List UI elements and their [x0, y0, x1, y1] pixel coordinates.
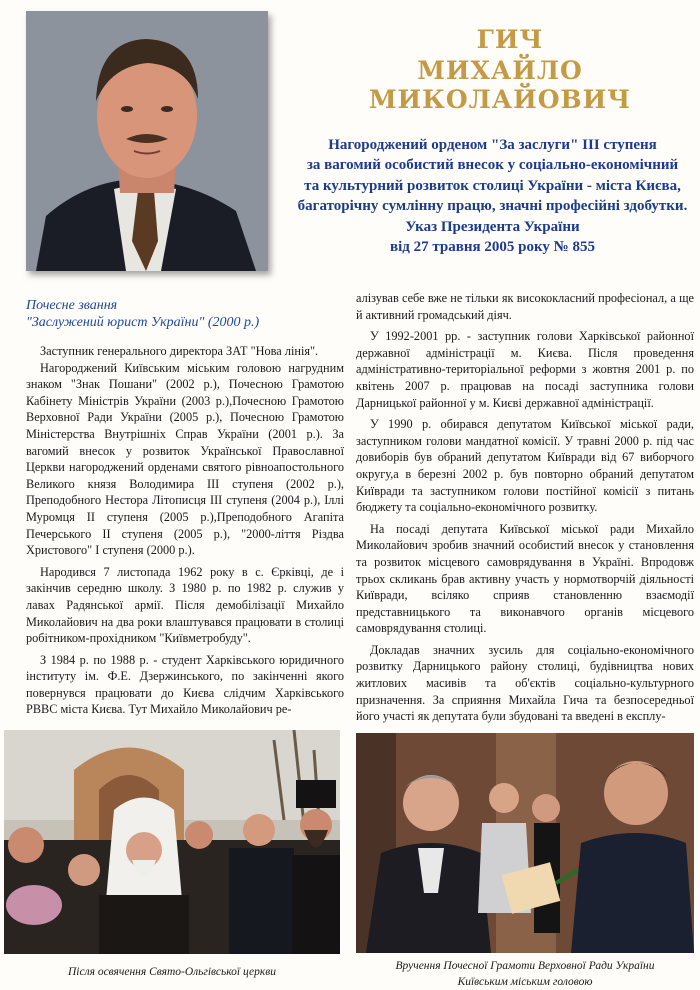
- church-consecration-photo: [4, 730, 340, 954]
- right-photo-caption: [356, 958, 694, 990]
- award-line: Нагороджений орденом "За заслуги" III ступеня: [328, 137, 657, 153]
- honorary-title: [26, 297, 346, 331]
- paragraph: Нагороджений Київським міським головою нагрудним знаком "Знак Пошани" (2002 р.), Почесною Грамотою Кабінету Міністрів України (2003 р.),Почесною Грамотою Верховної Ради України (2005 р.), Почесною Грамотою Міністерства Внутрішніх Справ України (2001 р.). За вагомий внесок у розвиток Української Православної Церкви нагороджений орденами святого рівноапостольного Великого князя Володимира III ступеня (2002 р.), Преподобного Нестора Літописця III ступеня (2004 р.), Іллі Муромця II ступеня (2005 р.),Преподобного Агапіта Печерського II ступеня (2005 р.), "2000-ліття Різдва Христового" I ступеня (2000 р.).: [26, 360, 344, 558]
- award-citation: [290, 135, 695, 257]
- left-photo-caption: Після освячення Свято-Ольгівської церкви: [67, 966, 277, 978]
- paragraph: алізував себе вже не тільки як висококласний професіонал, а ще й активний громадський діяч.: [356, 291, 694, 322]
- award-line: Указ Президента України: [405, 218, 580, 235]
- award-line: від 27 травня 2005 року № 855: [390, 239, 595, 256]
- paragraph: Заступник генерального директора ЗАТ "Нова лінія".: [40, 344, 319, 358]
- paragraph: З 1984 р. по 1988 р. - студент Харківського юридичного інституту ім. Ф.Е. Дзержинського, по закінченні якого повернувся працювати до Києва слідчим Харківського РВВС міста Києва. Тут Михайло Миколайович ре-: [26, 652, 344, 717]
- given-names: МИХАЙЛО МИКОЛАЙОВИЧ: [368, 56, 632, 114]
- caption-line: Київським міським головою: [457, 976, 593, 988]
- award-line: та культурний розвиток столиці України - міста Києва,: [304, 177, 681, 194]
- paragraph: У 1990 р. обирався депутатом Київської міської ради, заступником голови мандатної комісії. У травні 2000 р. під час довиборів був обраний депутатом Київради від 67 виборчого округу,а в березні 2002 р. був повторно обраний депутатом Київради та заступником голови постійної комісії з питань бюджету та соціально-економічного розвитку.: [356, 417, 694, 515]
- caption-line: Вручення Почесної Грамоти Верховної Ради України: [395, 960, 655, 972]
- honorary-title-label: Почесне звання: [26, 298, 118, 313]
- award-line: багаторічну сумлінну працю, значні професійні здобутки.: [297, 198, 688, 215]
- paragraph: У 1992-2001 рр. - заступник голови Харківської районної державної адміністрації м. Києва. Після проведення адміністративно-територіальної реформи з жовтня 2001 р. по квітень 2007 р. працював на посаді заступника голови Дарницької районної у м. Києві державної адміністрації.: [356, 329, 694, 410]
- award-ceremony-photo: [356, 733, 694, 953]
- paragraph: На посаді депутата Київської міської ради Михайло Миколайович зробив значний особистий внесок у становлення та розвиток місцевого самоврядування в Україні. Впродовж трьох скликань брав активну участь у нормотворчій діяльності Київради, всіляко сприяв становленню взаємодії представницького та виконавчого органів місцевого самоврядування столиці.: [356, 521, 694, 636]
- paragraph: Народився 7 листопада 1962 року в с. Єрківці, де і закінчив середню школу. З 1980 р. по 1982 р. служив у лавах Радянської армії. Після демобілізації Михайло Миколайович на два роки влаштувався працювати в столиці робітником-прохідником "Київметробуду".: [26, 564, 344, 646]
- award-line: за вагомий особистий внесок у соціально-економічний: [306, 157, 679, 174]
- biography-left-column: [26, 343, 344, 718]
- surname: ГИЧ: [476, 25, 544, 54]
- honorary-title-value: "Заслужений юрист України" (2000 р.): [26, 315, 260, 330]
- paragraph: Докладав значних зусиль для соціально-економічного розвитку Дарницького району столиці, будівництва нових житлових масивів та об'єктів соціально-культурного призначення. За сприяння Михайла Гича та безпосередньої його участі як депутата були збудовані та введені в експлу-: [356, 642, 694, 724]
- portrait-photo: [26, 11, 268, 271]
- biography-right-column: [356, 290, 694, 725]
